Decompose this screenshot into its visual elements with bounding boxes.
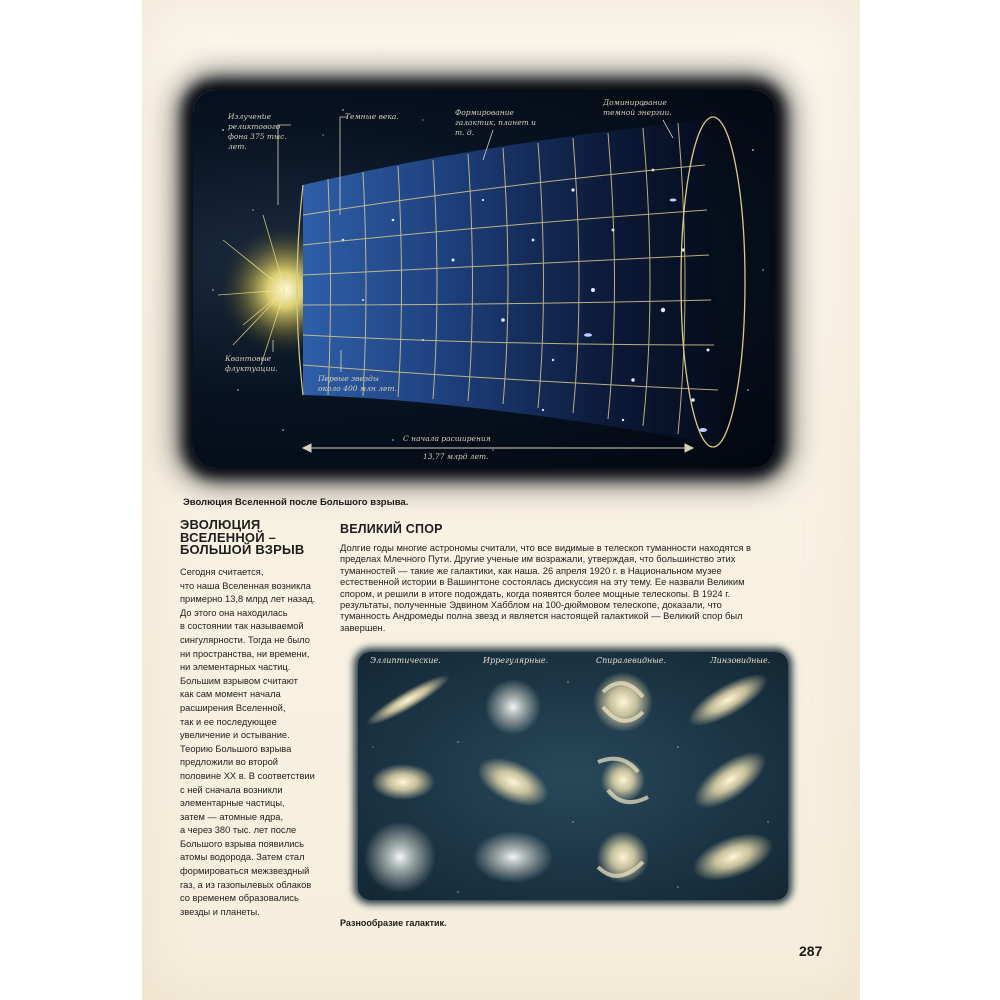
galaxy-lenticular-1: [682, 665, 775, 736]
galaxy-spiral-1: [593, 672, 653, 732]
label-quantum-fluctuations: Квантовые флуктуации.: [225, 354, 278, 373]
galaxy-lenticular-2: [685, 741, 774, 819]
left-heading-line: БОЛЬШОЙ ВЗРЫВ: [180, 542, 305, 557]
galaxy-irregular-2: [470, 748, 556, 816]
universe-evolution-illustration: [193, 90, 775, 468]
left-heading-line: ЭВОЛЮЦИЯ: [180, 517, 261, 532]
left-body-text: Сегодня считается, что наша Вселенная возникла примерно 13,8 млрд лет назад. До этого она находилась в состоянии так называемой сингулярности. Тогда не было ни пространства, ни времени, ни элементарных частиц. Большим взрывом считают как сам момент начала расширения Вселенной, так и ее последующее увеличение и остывание. Теорию Большого взрыва предложили во второй половине XX в. В соответствии с ней сначала возникли элементарные частицы, затем — атомные ядра, а через 380 тыс. лет после Большого взрыва появились атомы водорода. Затем стал формироваться межзвездный газ, а из газопылевых облаков со временем образовались звезды и планеты.: [180, 567, 316, 917]
label-dark-energy: Доминирование темной энергии.: [603, 98, 672, 117]
label-span-line2: 13,77 млрд лет.: [423, 452, 489, 461]
time-span-arrow: [303, 444, 693, 452]
galaxy-label-spiral: Спиралевидные.: [596, 656, 667, 665]
galaxy-elliptical-3: [364, 821, 436, 893]
right-body-text: Долгие годы многие астрономы считали, что все видимые в телескоп туманности находятся в пределах Млечного Пути. Другие ученые им возражали, утверждая, что большинство этих туманностей — такие же галактики, как наша. 26 апреля 1920 г. в Национальном музее естественной истории в Вашингтоне состоялась дискуссия на эту тему. Ее назвали Великим спором, и решили в итоге подождать, когда появятся более мощные телескопы. В 1924 г. результаты, полученные Эдвином Хабблом на 100-дюймовом телескопе, доказали, что туманность Андромеды полна звезд и является настоящей галактикой — Великий спор был завершен.: [340, 542, 752, 633]
galaxy-label-irregular: Иррегулярные.: [483, 656, 549, 665]
galaxy-elliptical-1: [362, 668, 454, 732]
galaxy-elliptical-2: [371, 764, 435, 800]
galaxy-label-lenticular: Линзовидные.: [710, 656, 771, 665]
label-galaxy-formation: Формирование галактик, планет и т. д.: [455, 108, 536, 137]
left-heading: [180, 519, 304, 557]
galaxy-grid-svg: [358, 652, 788, 900]
galaxy-irregular-3: [473, 831, 553, 883]
galaxy-spiral-3: [597, 831, 649, 883]
galaxy-lenticular-3: [687, 824, 780, 890]
label-relic-radiation: Излучение реликтового фона 375 тыс. лет.: [228, 112, 287, 151]
label-dark-ages: Темные века.: [345, 112, 399, 121]
galaxy-label-elliptical: Эллиптические.: [370, 656, 441, 665]
label-span-line1: С начала расширения: [403, 434, 491, 443]
label-first-stars: Первые звезды около 400 млн лет.: [318, 374, 397, 393]
figure1-caption: Эволюция Вселенной после Большого взрыва.: [183, 497, 409, 508]
right-heading: ВЕЛИКИЙ СПОР: [340, 522, 443, 536]
page-number: 287: [799, 943, 823, 959]
galaxy-irregular-1: [485, 679, 541, 735]
galaxy-spiral-2: [598, 758, 648, 802]
figure2-caption: Разнообразие галактик.: [340, 918, 447, 928]
galaxy-types-illustration: [358, 652, 788, 900]
left-heading-line: ВСЕЛЕННОЙ –: [180, 529, 277, 545]
